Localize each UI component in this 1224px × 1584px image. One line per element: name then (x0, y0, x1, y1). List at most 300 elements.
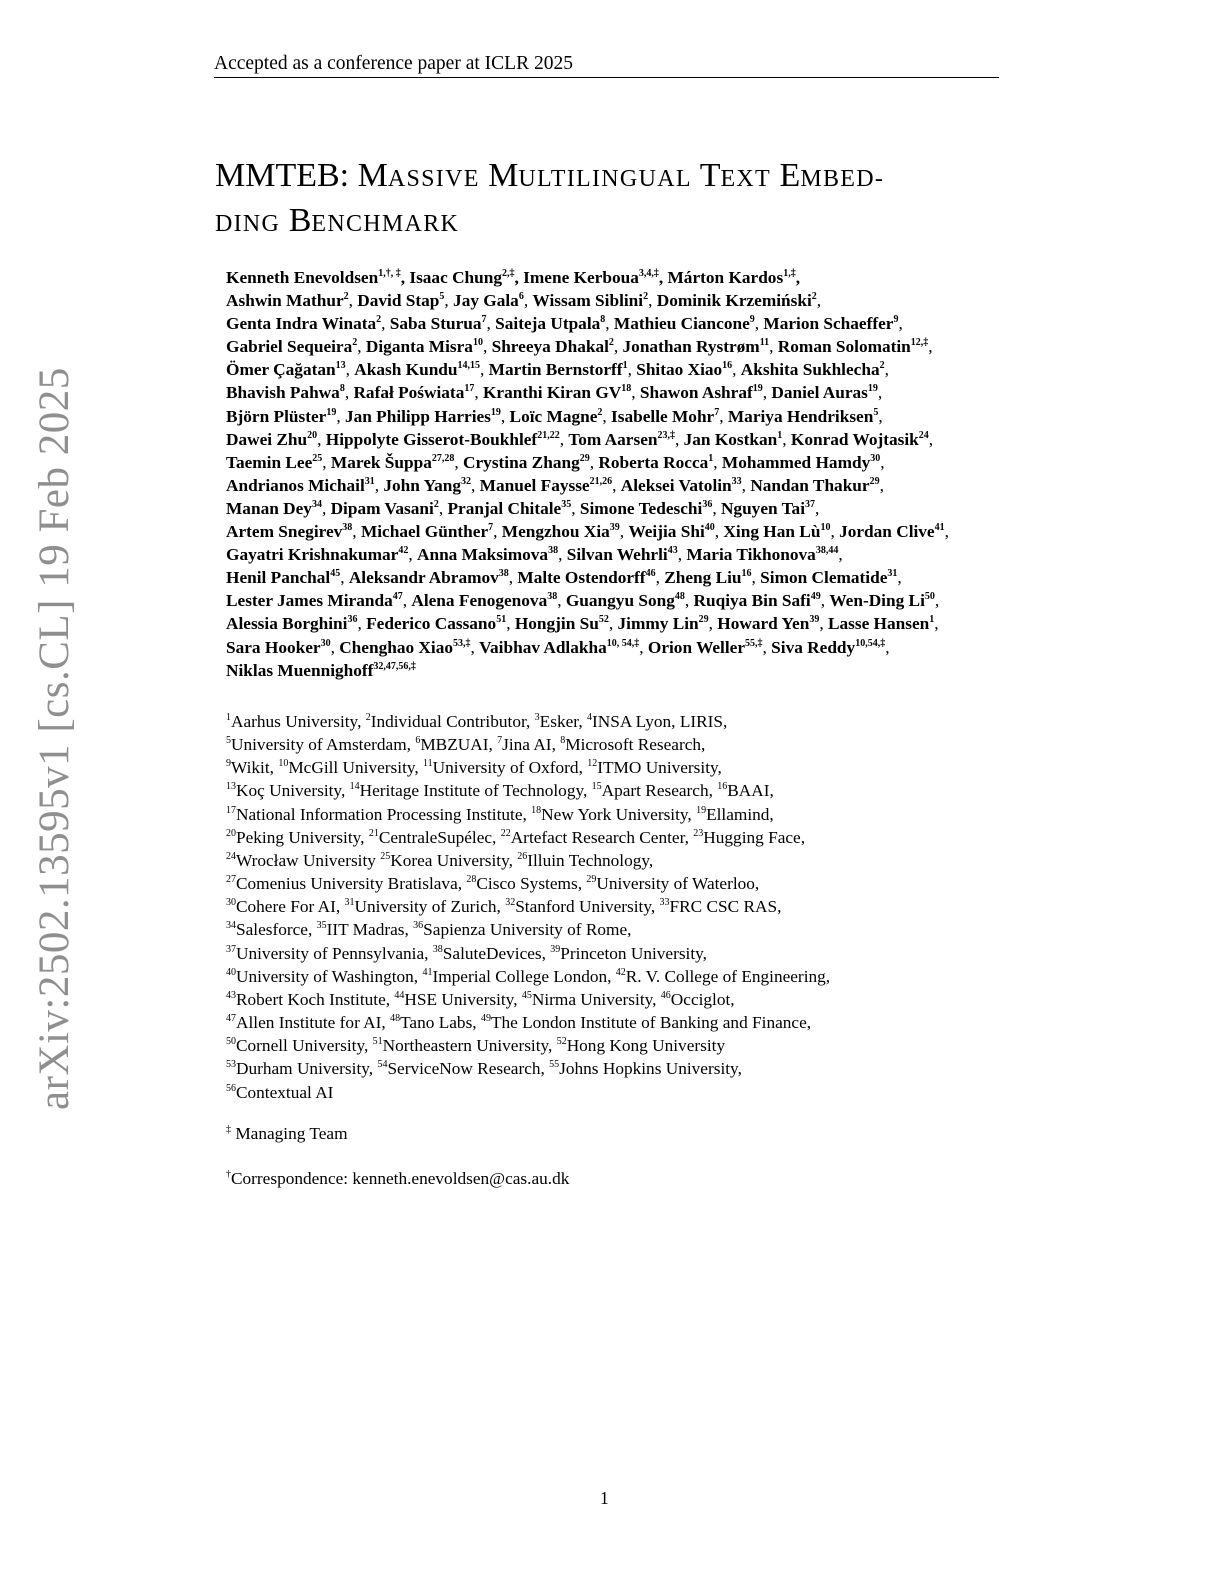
author-name: Jay Gala (453, 291, 519, 311)
author (721, 499, 815, 518)
affiliation (550, 944, 707, 963)
author-name: Akash Kundu (354, 360, 458, 380)
affiliation-name: FRC CSC RAS, (669, 897, 782, 917)
affiliation-number: 3 (534, 712, 540, 723)
affiliation (586, 874, 759, 893)
author (226, 337, 357, 356)
affiliation-name: Robert Koch Institute, (236, 989, 395, 1009)
author-line: Alessia Borghini$^{36}$, Federico Cassano$^{51}$, Hongjin Su$^{52}$, Jimmy Lin$^{29}$, Howard Yen$^{39}$, Lasse Hansen$^1$, (226, 614, 939, 634)
affiliation-number: 24 (226, 850, 236, 862)
paper-title (215, 155, 1025, 245)
author-line: Ashwin Mathur$^2$, David Stap$^5$, Jay Gala$^6$, Wissam Siblini$^2$, Dominik Krzemiński$^2$, (226, 291, 822, 311)
author-affiliation-marks: 2 (376, 314, 382, 326)
affiliation (531, 805, 696, 824)
author-name: Björn Plüster (226, 406, 327, 426)
author-affiliation-marks: 8 (339, 383, 345, 395)
author-affiliation-marks: 51 (496, 614, 507, 626)
author (640, 383, 763, 402)
author (479, 638, 639, 657)
author-affiliation-marks: 19 (326, 406, 337, 418)
author (618, 614, 709, 633)
affiliation-number: 54 (377, 1059, 388, 1071)
author-affiliation-marks: 20 (307, 429, 318, 441)
author-name: Ashwin Mathur (226, 291, 344, 311)
author-name: Saiteja Utpala (495, 314, 601, 334)
author (684, 430, 783, 449)
author (366, 337, 483, 356)
author (532, 291, 648, 310)
author-affiliation-marks: 5 (873, 406, 879, 418)
author-affiliation-marks: 2 (352, 337, 358, 349)
author (226, 291, 349, 310)
author (226, 614, 357, 633)
affiliation-line (226, 733, 986, 756)
affiliation (466, 874, 586, 893)
affiliation-number: 40 (226, 966, 236, 978)
affiliation-name: R. V. College of Engineering, (625, 966, 831, 986)
author-affiliation-marks: 1,†, ‡ (378, 268, 401, 279)
affiliation-name: Imperial College London, (432, 966, 616, 986)
author (411, 591, 557, 610)
author (390, 314, 487, 333)
author-name: Shawon Ashraf (639, 383, 753, 403)
author-name: Nandan Thakur (750, 475, 870, 495)
author-name: Malte Ostendorff (517, 568, 646, 588)
author-affiliation-marks: 12,‡ (910, 337, 929, 349)
author-affiliation-marks: 3,4,‡ (638, 268, 659, 279)
affiliation-number: 33 (659, 897, 670, 909)
author-affiliation-marks: 38 (342, 522, 353, 534)
affiliation (226, 897, 344, 916)
author (611, 407, 719, 426)
author-affiliation-marks: 19 (752, 383, 763, 395)
author-name: Konrad Wojtasik (790, 429, 919, 449)
affiliation-name: Nirma University, (531, 989, 661, 1009)
affiliation-number: 28 (466, 874, 477, 886)
affiliation-name: SaluteDevices, (442, 943, 551, 963)
author-affiliation-marks: 13 (335, 360, 346, 372)
author (628, 522, 714, 541)
author-name: Hongjin Su (514, 614, 599, 634)
author-name: Akshita Sukhlecha (740, 360, 880, 380)
author-name: Dawei Zhu (226, 429, 308, 449)
affiliation-number: 46 (660, 989, 671, 1001)
author-affiliation-marks: 33 (731, 475, 742, 487)
author (353, 383, 474, 402)
affiliation-number: 15 (591, 781, 602, 793)
affiliation (501, 828, 694, 847)
affiliation-number: 48 (390, 1013, 401, 1025)
affiliation-number: 31 (344, 897, 355, 909)
affiliation (423, 758, 587, 777)
author-name: Howard Yen (717, 614, 810, 634)
author-affiliation-marks: 1,‡ (783, 268, 796, 279)
affiliation-name: Wikit, (231, 758, 279, 778)
author-affiliation-marks: 14,15 (457, 360, 481, 372)
affiliation-number: 30 (226, 897, 236, 909)
affiliation (373, 1036, 557, 1055)
author (326, 430, 560, 449)
affiliation-number: 7 (497, 735, 503, 747)
affiliation (390, 1013, 481, 1032)
author (226, 638, 331, 657)
affiliation-name: Microsoft Research, (565, 735, 706, 755)
affiliation-line (226, 756, 986, 779)
affiliation-name: Contextual AI (236, 1082, 334, 1102)
author-affiliation-marks: 2 (433, 498, 439, 510)
affiliation-line (226, 872, 986, 895)
affiliation-name: Korea University, (390, 850, 518, 870)
author-affiliation-marks: 39 (809, 614, 820, 626)
author-affiliation-marks: 31 (887, 568, 898, 580)
author-name: Aleksandr Abramov (348, 568, 499, 588)
author (621, 476, 742, 495)
author-affiliation-marks: 45 (330, 568, 341, 580)
author-affiliation-marks: 38 (547, 591, 558, 603)
affiliation (380, 851, 517, 870)
affiliation-line (226, 918, 986, 941)
author-affiliation-marks: 10 (820, 522, 831, 534)
affiliation-line (226, 965, 986, 988)
author-affiliation-marks: 1 (622, 360, 628, 372)
affiliation-name: Jina AI, (502, 735, 561, 755)
author (409, 268, 514, 287)
affiliation (350, 781, 592, 800)
author-name: Jordan Clive (839, 522, 935, 542)
affiliation-name: University of Washington, (236, 966, 423, 986)
affiliation-number: 47 (226, 1013, 236, 1025)
affiliation (226, 758, 278, 777)
author (226, 268, 401, 287)
author-affiliation-marks: 9 (749, 314, 755, 326)
author-name: David Stap (357, 291, 440, 311)
author-name: Dominik Krzemiński (656, 291, 812, 311)
author-affiliation-marks: 19 (490, 406, 501, 418)
affiliation-number: 13 (226, 781, 236, 793)
author-name: Saba Sturua (389, 314, 482, 334)
affiliation-name: National Information Processing Institute, (236, 804, 532, 824)
author-affiliation-marks: 6 (518, 291, 524, 303)
affiliation-name: INSA Lyon, LIRIS, (591, 712, 728, 731)
author-name: Pranjal Chitale (447, 498, 562, 518)
author-name: Alena Fenogenova (411, 591, 548, 611)
affiliation-number: 29 (586, 874, 597, 886)
affiliation-number: 17 (226, 804, 236, 816)
affiliation (422, 967, 615, 986)
author-name: Roberta Rocca (598, 452, 709, 472)
affiliation-number: 2 (365, 712, 371, 723)
affiliation-name: Northeastern University, (382, 1036, 557, 1056)
author-affiliation-marks: 10, 54,‡ (606, 637, 640, 649)
affiliation-number: 19 (696, 804, 707, 816)
affiliation (717, 781, 774, 800)
author-affiliation-marks: 2 (343, 291, 349, 303)
affiliation-name: New York University, (541, 804, 697, 824)
author-name: Nguyen Tai (720, 498, 805, 518)
author-affiliation-marks: 21,26 (589, 475, 613, 487)
affiliation-name: Hugging Face, (703, 827, 806, 847)
affiliation-line (226, 803, 986, 826)
affiliation-number: 14 (349, 781, 360, 793)
author-affiliation-marks: 39 (609, 522, 620, 534)
author-affiliation-marks: 38,44 (815, 545, 839, 557)
author-affiliation-marks: 37 (805, 498, 815, 510)
affiliation (587, 758, 722, 777)
author-name: Wissam Siblini (532, 291, 644, 311)
author (226, 568, 340, 587)
author-name: Tom Aarsen (568, 429, 658, 449)
affiliation-name: Esker, (539, 712, 587, 731)
author-name: Jan Kostkan (683, 429, 778, 449)
author-affiliation-marks: 42 (398, 545, 409, 557)
author-name: Chenghao Xiao (339, 637, 453, 657)
author-affiliation-marks: 50 (924, 591, 935, 603)
affiliation-number: 32 (505, 897, 516, 909)
affiliation-number: 41 (422, 966, 433, 978)
author (331, 453, 455, 472)
affiliation-number: 1 (226, 712, 231, 723)
author-name: Loïc Magne (509, 406, 598, 426)
author (664, 568, 751, 587)
affiliation-list (226, 710, 986, 1104)
author-name: Mariya Hendriksen (727, 406, 874, 426)
affiliation-name: University of Pennsylvania, (236, 943, 433, 963)
affiliation (226, 990, 394, 1009)
author-name: Shitao Xiao (636, 360, 723, 380)
affiliation-line (226, 895, 986, 918)
author (383, 476, 471, 495)
affiliation (226, 874, 466, 893)
author-affiliation-marks: 10 (472, 337, 483, 349)
author-name: Ruqiya Bin Safi (693, 591, 811, 611)
affiliation-name: ITMO University, (597, 758, 722, 778)
author-line: Andrianos Michail$^{31}$, John Yang$^{32}$, Manuel Faysse$^{21,26}$, Aleksei Vatolin$^{33}$, Nandan Thakur$^{29}$, (226, 475, 884, 495)
affiliation (226, 851, 380, 870)
author (331, 499, 439, 518)
managing-team-note (226, 1122, 348, 1145)
affiliation-name: Cisco Systems, (476, 874, 587, 894)
author-affiliation-marks: 16 (722, 360, 733, 372)
affiliation (557, 1036, 725, 1055)
affiliation-name: BAAI, (727, 781, 774, 801)
affiliation (317, 920, 414, 939)
author (339, 638, 470, 657)
author (566, 591, 685, 610)
affiliation (226, 805, 531, 824)
affiliation-number: 49 (480, 1013, 491, 1025)
affiliation-number: 4 (586, 712, 592, 723)
affiliation-number: 51 (372, 1036, 383, 1048)
author-affiliation-marks: 7 (488, 522, 494, 534)
author (760, 568, 897, 587)
author-affiliation-marks: 8 (600, 314, 606, 326)
affiliation-number: 50 (226, 1036, 236, 1048)
affiliation (661, 990, 735, 1009)
author (226, 545, 408, 564)
affiliation-number: 10 (278, 758, 289, 770)
author-affiliation-marks: 38 (498, 568, 509, 580)
affiliation-name: Durham University, (236, 1059, 378, 1079)
author (829, 591, 935, 610)
affiliation (226, 828, 369, 847)
author (728, 407, 878, 426)
affiliation-name: The London Institute of Banking and Finance, (490, 1013, 812, 1033)
affiliation-number: 25 (380, 850, 391, 862)
author-name: Marek Šuppa (330, 452, 432, 472)
affiliation-number: 42 (615, 966, 626, 978)
affiliation-name: Apart Research, (601, 781, 718, 801)
author-name: Andrianos Michail (226, 475, 365, 495)
author (623, 337, 770, 356)
author-line: Artem Snegirev$^{38}$, Michael Günther$^7$, Mengzhou Xia$^{39}$, Weijia Shi$^{40}$, Xing Han $Lù^{10}$, Jordan Clive$^{41}$, (226, 522, 949, 542)
author-line: Ömer Çağatan$^{13}$, Akash Kundu$^{14,15}$, Martin Bernstorff$^1$, Shitao Xiao$^{16}$, Akshita Sukhlecha$^2$, (226, 360, 889, 380)
affiliation-name: Salesforce, (236, 920, 317, 940)
author-name: Artem Snegirev (226, 522, 343, 542)
affiliation-number: 35 (316, 920, 327, 932)
author-affiliation-marks: 18 (621, 383, 632, 395)
author-name: Martin Bernstorff (488, 360, 623, 380)
affiliation (481, 1013, 811, 1032)
author-name: Sara Hooker (226, 637, 321, 657)
author-line: Manan Dey$^{34}$, Dipam Vasani$^2$, Pranjal Chitale$^{35}$, Simone Tedeschi$^{36}$, Nguyen Tai$^{37}$, (226, 498, 820, 518)
author-affiliation-marks: 2,‡ (502, 268, 515, 279)
affiliation-name: University of Oxford, (432, 758, 588, 778)
author-affiliation-marks: 1 (708, 452, 714, 464)
author-affiliation-marks: 35 (561, 498, 572, 510)
author-affiliation-marks: 24 (918, 429, 929, 441)
affiliation-number: 27 (226, 874, 236, 886)
author-name: Taemin Lee (226, 452, 313, 472)
double-dagger-mark: ‡ (226, 1124, 231, 1135)
author (226, 314, 381, 333)
author-name: Henil Panchal (226, 568, 331, 588)
affiliation-name: Cornell University, (236, 1036, 373, 1056)
affiliation-line (226, 942, 986, 965)
author-line: Bhavish Pahwa$^8$, Rafał Poświata$^{17}$, Kranthi Kiran GV$^{18}$, Shawon Ashraf$^{19}$, Daniel Auras$^{19}$, (226, 383, 883, 403)
author-affiliation-marks: 52 (598, 614, 609, 626)
author (580, 499, 712, 518)
author-name: Genta Indra Winata (226, 314, 377, 334)
affiliation (415, 735, 497, 754)
author-name: Kenneth Enevoldsen (226, 268, 379, 287)
author (636, 360, 732, 379)
author (523, 268, 659, 287)
affiliation (226, 712, 366, 731)
author (668, 268, 796, 287)
dagger-mark: † (226, 1169, 231, 1180)
affiliation-name: University of Zurich, (354, 897, 506, 917)
affiliation-name: McGill University, (288, 758, 424, 778)
author-name: Bhavish Pahwa (226, 383, 340, 403)
author (354, 360, 480, 379)
author-name: Gabriel Sequeira (226, 337, 353, 357)
affiliation-line (226, 1011, 986, 1034)
author-affiliation-marks: 10,54,‡ (855, 637, 886, 649)
author-name: Maria Tikhonova (686, 545, 816, 565)
author-affiliation-marks: 1 (777, 429, 783, 441)
author (517, 568, 655, 587)
author (463, 453, 590, 472)
author-name: Lasse Hansen (827, 614, 930, 634)
affiliation-number: 52 (556, 1036, 567, 1048)
author (361, 522, 493, 541)
author (226, 499, 322, 518)
affiliation-name: Sapienza University of Rome, (423, 920, 632, 940)
author-affiliation-marks: 48 (674, 591, 685, 603)
affiliation-line (226, 1034, 986, 1057)
affiliation-name: Comenius University Bratislava, (236, 874, 467, 894)
author-affiliation-marks: 5 (439, 291, 445, 303)
author-name: Vaibhav Adlakha (479, 637, 607, 657)
affiliation (366, 712, 535, 731)
author-name: Shreeya Dhakal (491, 337, 609, 357)
author-name: Márton Kardos (667, 268, 784, 287)
author (723, 522, 830, 541)
author (614, 314, 755, 333)
affiliation-name: University of Waterloo, (596, 874, 760, 894)
author-name: Jonathan Rystrøm (622, 337, 760, 357)
author-affiliation-marks: 46 (645, 568, 656, 580)
affiliation-name: Aarhus University, (231, 712, 366, 731)
author-affiliation-marks: 29 (579, 452, 590, 464)
affiliation (278, 758, 423, 777)
author-name: Anna Maksimova (416, 545, 549, 565)
author-affiliation-marks: 21,22 (537, 429, 560, 441)
author (568, 430, 675, 449)
author-name: Kranthi Kiran GV (482, 383, 622, 403)
affiliation-number: 44 (394, 989, 405, 1001)
affiliation-number: 56 (226, 1082, 236, 1094)
author-name: Imene Kerboua (523, 268, 639, 287)
author (657, 291, 817, 310)
author (453, 291, 524, 310)
author (771, 638, 885, 657)
affiliation (226, 967, 422, 986)
author-name: Manuel Faysse (479, 475, 590, 495)
author-line: Taemin Lee$^{25}$, Marek Šuppa$^{27,28}$, Crystina Zhang$^{29}$, Roberta Rocca$^1$, Mohammed Hamdy$^{30}$, (226, 452, 885, 472)
author-affiliation-marks: 38 (548, 545, 559, 557)
author-affiliation-marks: 2 (879, 360, 885, 372)
author-affiliation-marks: 36 (702, 498, 713, 510)
affiliation (660, 897, 782, 916)
author-name: Isabelle Mohr (611, 406, 715, 426)
author-list (226, 266, 1106, 682)
author-line: Kenneth Enevoldsen$^{1,\dagger, \ddagger}$, Isaac Chung$^{2,\ddagger}$, Imene Kerboua$^{3,4,\ddagger}$, Márton Kardos$^{1,\ddagger}$, (226, 268, 801, 287)
author (226, 407, 336, 426)
affiliation-number: 39 (550, 943, 561, 955)
affiliation (226, 1083, 333, 1102)
affiliation-number: 22 (500, 827, 511, 839)
author-name: Hippolyte Gisserot-Boukhlef (325, 429, 538, 449)
author-line: Sara Hooker$^{30}$, Chenghao Xiao$^{53,\ddagger}$, Vaibhav Adlakha$^{10, 54,\ddagger}$, Orion Weller$^{55,\ddagger}$, Siva Reddy$^{10,54,\ddagger}$, (226, 637, 890, 657)
author (417, 545, 558, 564)
author (226, 591, 403, 610)
affiliation (587, 712, 727, 731)
title-word: BENCHMARK (288, 202, 460, 239)
author (480, 476, 612, 495)
author-name: Gayatri Krishnakumar (226, 545, 399, 565)
author (447, 499, 571, 518)
affiliation (226, 1013, 390, 1032)
affiliation-name: Artefact Research Center, (510, 827, 694, 847)
affiliation (226, 1036, 373, 1055)
author (366, 614, 506, 633)
author (722, 453, 880, 472)
author (226, 383, 345, 402)
author-affiliation-marks: 23,‡ (657, 429, 675, 441)
author-affiliation-marks: 30 (870, 452, 881, 464)
author-affiliation-marks: 36 (347, 614, 358, 626)
